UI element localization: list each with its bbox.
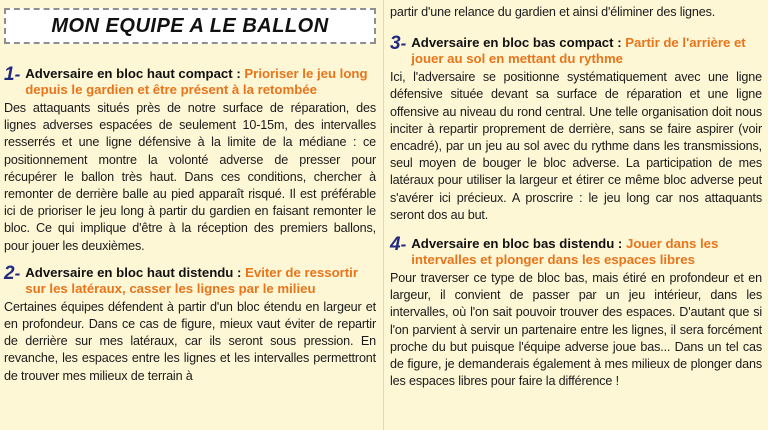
column-divider (383, 0, 384, 430)
section-2 (4, 262, 376, 385)
section-1 (4, 66, 376, 255)
section-2-heading-orange: Eviter de ressortir sur les latéraux, casser les lignes par le milieu (25, 264, 358, 296)
section-4-number: 4- (390, 234, 407, 256)
section-2-heading (4, 262, 376, 297)
section-2-number: 2- (4, 262, 21, 284)
section-3-body: Ici, l'adversaire se positionne systématiquement avec une ligne défensive située devant sa surface de réparation et une ligne offensive au niveau du rond central. Une telle organisation doit nous inciter à repartir proprement de derrière, sans se faire aspirer (voir encadré), par un jeu au sol avec du rythme dans les transmissions, seul moyen de bouger le bloc adverse. La participation de mes latéraux pour utiliser la largeur et étirer ce même bloc adverse peut s'avérer ici précieux. A proscrire : le jeu long car nos attaquants seront dos au but. (390, 70, 762, 222)
page-title: MON EQUIPE A LE BALLON (4, 8, 376, 44)
section-2-body: Certaines équipes défendent à partir d'un bloc étendu en largeur et en profondeur. Dans ce cas de figure, mieux vaut éviter de repartir de derrière sur mes latéraux, car ils seront sous pression. En revanche, les espaces entre les lignes et les intervalles permettront de trouver mes milieux de terrain à (4, 299, 376, 383)
section-4 (390, 236, 762, 390)
section-3-heading-orange: Partir de l'arrière et jouer au sol en mettant du rythme (411, 35, 746, 67)
section-4-heading-black: Adversaire en bloc bas distendu : (411, 236, 623, 252)
section-4-body: Pour traverser ce type de bloc bas, mais étiré en profondeur et en largeur, il convient de passer par un jeu intérieur, dans les intervalles, où l'on sait pouvoir trouver des espaces. D'autant que si l'on parvient à servir un partenaire entre les lignes, il sera forcément proche du but puisque l'équipe adverse joue bas... Dans un tel cas de figure, je demanderais également à mes milieux de plonger dans les espaces libres pour faire la différence ! (390, 271, 762, 389)
right-column (388, 0, 768, 390)
section-1-heading-black: Adversaire en bloc haut compact : (25, 66, 241, 81)
section-1-number: 1- (4, 64, 21, 85)
section-1-heading-orange: Prioriser le jeu long depuis le gardien et être présent à la retombée (25, 66, 368, 97)
section-3-heading (390, 35, 762, 67)
section-2-heading-black: Adversaire en bloc haut distendu : (25, 264, 242, 280)
section-2-body-continued: partir d'une relance du gardien et ainsi d'éliminer des lignes. (390, 5, 716, 19)
section-3 (390, 35, 762, 224)
section-1-body: Des attaquants situés près de notre surface de réparation, des lignes adverses espacées de seulement 10-15m, des intervalles resserrés et une ligne défensive à la limite de la médiane : ce positionnement montre la volonté adverse de presser pour récupérer le ballon très haut. Dans ces conditions, chercher à remonter de derrière balle au pied apparaît risqué. Il est préférable ici de prioriser le jeu long à partir du gardien en faisant remonter le bloc. Ce qui implique d'être à la réception des premiers ballons, pour jouer les deuxièmes. (4, 101, 376, 253)
section-3-number: 3- (390, 33, 407, 55)
section-3-heading-black: Adversaire en bloc bas compact : (411, 35, 622, 51)
section-1-heading (4, 66, 376, 98)
section-4-heading (390, 236, 762, 268)
left-column (0, 0, 380, 385)
section-4-heading-orange: Jouer dans les intervalles et plonger dans les espaces libres (411, 236, 719, 268)
